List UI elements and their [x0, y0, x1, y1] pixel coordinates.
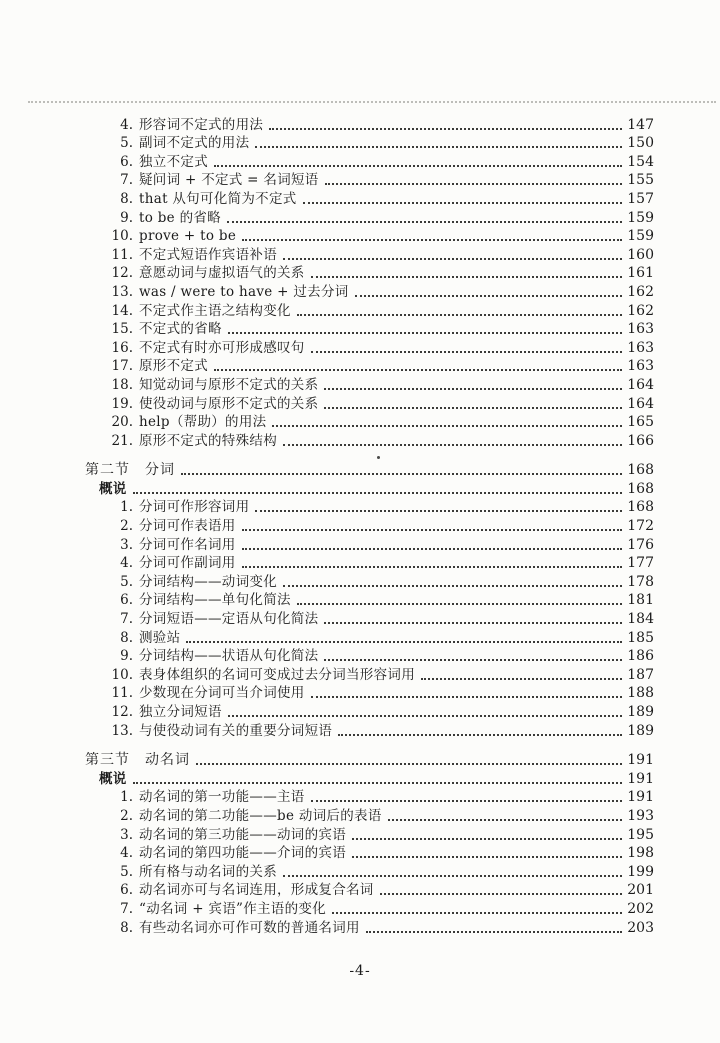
dot-leader: [311, 351, 622, 353]
toc-entry-number: 5.: [120, 863, 133, 880]
toc-entry-label: 分词结构——状语从句化简法: [139, 648, 319, 665]
toc-entry-label: 表身体组织的名词可变成过去分词当形容词用: [139, 666, 415, 683]
toc-entry-page: 177: [627, 555, 654, 572]
toc-entry-number: 2.: [120, 807, 133, 824]
toc-entry-label: 分词结构——单句化简法: [139, 592, 291, 609]
toc-entry-number: 10.: [111, 228, 133, 245]
toc-entry-number: 6.: [120, 592, 133, 609]
toc-entry-page: 159: [627, 209, 654, 226]
toc-entry-number: 11.: [111, 246, 133, 263]
toc-entry: [105, 114, 654, 133]
toc-entry: [105, 319, 654, 338]
dot-leader: [227, 221, 622, 223]
toc-entry: [105, 683, 654, 702]
page-number: -4-: [349, 963, 371, 979]
toc-entry-number: 7.: [120, 900, 133, 917]
dot-leader: [255, 146, 622, 148]
toc-entry-label: 独立不定式: [139, 153, 208, 170]
toc-entry: [105, 880, 654, 899]
dot-leader: [242, 529, 622, 531]
toc-entry-label: 独立分词短语: [139, 704, 222, 720]
section-gap: [0, 739, 654, 750]
toc-entry-number: 13.: [111, 722, 133, 739]
toc-entry-number: 7.: [120, 611, 133, 628]
toc-entry: [105, 608, 654, 627]
toc-entry-label: 动名词的第二功能——be 动词后的表语: [139, 807, 382, 824]
toc-entry-label: 第二节 分词: [85, 462, 175, 479]
toc-entry: [105, 207, 654, 226]
dot-leader: [380, 893, 622, 895]
toc-entry-page: 193: [627, 807, 654, 824]
toc-entry-page: 147: [627, 116, 654, 133]
toc-entry-page: 191: [627, 752, 654, 769]
toc-entry-number: 13.: [111, 283, 133, 300]
toc-entry: [105, 337, 654, 356]
toc-entry-label: 与使役动词有关的重要分词短语: [139, 722, 333, 739]
dot-leader: [228, 715, 622, 717]
toc-entry-page: 163: [627, 339, 654, 356]
dot-leader: [214, 165, 622, 167]
dot-leader: [338, 734, 622, 736]
toc-entry-page: 162: [627, 302, 654, 319]
toc-entry: [105, 627, 654, 646]
toc-entry-label: 形容词不定式的用法: [139, 116, 264, 133]
toc-entry-number: 6.: [120, 882, 133, 899]
toc-entry-label: 概说: [99, 770, 127, 787]
toc-entry-number: 6.: [120, 153, 133, 170]
toc-entry-label: 动名词的第四功能——介词的宾语: [139, 845, 346, 862]
toc-entry: [105, 917, 654, 936]
toc-entry: [105, 300, 654, 319]
toc-entry: [105, 188, 654, 207]
toc-entry: [105, 571, 654, 590]
toc-entry-number: 8.: [120, 919, 133, 936]
toc-entry-label: 不定式短语作宾语补语: [139, 246, 277, 263]
dot-leader: [311, 800, 622, 802]
toc-entry-page: 160: [627, 246, 654, 263]
toc-entry-label: 知觉动词与原形不定式的关系: [139, 376, 319, 393]
toc-entry: [105, 374, 654, 393]
toc-entry-label: that 从句可化简为不定式: [139, 190, 297, 207]
toc-overview-entry: [99, 478, 654, 497]
dot-leader: [303, 202, 622, 204]
toc-entry-page: 203: [627, 919, 654, 936]
toc-entry-number: 4.: [120, 116, 133, 133]
toc-entry: [105, 515, 654, 534]
toc-entry-label: 不定式的省略: [139, 321, 222, 338]
dot-leader: [242, 566, 622, 568]
toc-entry-label: 不定式作主语之结构变化: [139, 302, 291, 319]
toc-entry-page: 191: [627, 789, 654, 806]
toc-entry-number: 7.: [120, 172, 133, 189]
page-top-dotted-rule: [28, 101, 716, 103]
toc-entry-label: 分词可作表语用: [139, 518, 236, 535]
toc-entry-number: 19.: [111, 395, 133, 412]
dot-leader: [242, 239, 622, 241]
toc-entry: [105, 553, 654, 572]
toc-entry-label: to be 的省略: [139, 209, 221, 226]
toc-entry-label: 分词结构——动词变化: [139, 573, 277, 590]
toc-entry-number: 2.: [120, 518, 133, 535]
toc-entry-number: 17.: [111, 358, 133, 375]
toc-entry-page: 189: [627, 722, 654, 739]
toc-entry-label: “动名词 + 宾语”作主语的变化: [139, 900, 326, 917]
toc-section-heading: [85, 750, 654, 769]
dot-leader: [352, 856, 622, 858]
toc-entry-label: prove + to be: [139, 228, 237, 245]
toc-entry: [105, 590, 654, 609]
dot-leader: [272, 425, 622, 427]
toc-entry-page: 199: [627, 863, 654, 880]
toc-entry-page: 166: [627, 432, 654, 449]
dot-leader: [325, 183, 622, 185]
toc-entry-page: 159: [627, 228, 654, 245]
toc-entry-page: 157: [627, 190, 654, 207]
toc-entry-number: 4.: [120, 845, 133, 862]
toc-entry-number: 5.: [120, 573, 133, 590]
toc-entry-label: help（帮助）的用法: [139, 414, 267, 431]
toc-entry-label: 有些动名词亦可作可数的普通名词用: [139, 919, 360, 936]
toc-entry: [105, 664, 654, 683]
toc-entry-page: 189: [627, 704, 654, 720]
toc-entry-page: 201: [627, 882, 654, 899]
toc-entry-page: 163: [627, 358, 654, 375]
toc-entry-label: was / were to have + 过去分词: [139, 283, 349, 300]
dot-leader: [269, 128, 622, 130]
toc-entry-page: 150: [627, 135, 654, 152]
toc-entry-label: 分词短语——定语从句化简法: [139, 611, 319, 628]
toc-entry-label: 不定式有时亦可形成感叹句: [139, 339, 305, 356]
toc-entry-page: 198: [627, 845, 654, 862]
toc-section-heading: [85, 460, 654, 479]
toc-entry: [105, 720, 654, 739]
toc-entry: [105, 861, 654, 880]
toc-entry-page: 162: [627, 283, 654, 300]
toc-entry-page: 161: [627, 265, 654, 282]
dot-leader: [196, 763, 622, 765]
toc-entry: [105, 497, 654, 516]
dot-leader: [366, 931, 622, 933]
toc-entry-page: 186: [627, 648, 654, 665]
toc-entry-label: 概说: [99, 480, 127, 497]
dot-leader: [324, 388, 622, 390]
scan-artifact-dot: [377, 456, 380, 459]
toc-entry-label: 分词可作形容词用: [139, 499, 250, 516]
toc-entry-number: 3.: [120, 826, 133, 843]
toc-entry-page: 163: [627, 321, 654, 338]
dot-leader: [133, 782, 622, 784]
toc-entry-label: 测验站: [139, 629, 181, 646]
toc-entry-number: 1.: [120, 499, 133, 516]
toc-entry-label: 所有格与动名词的关系: [139, 863, 277, 880]
dot-leader: [214, 369, 622, 371]
dot-leader: [255, 510, 622, 512]
toc-entry-number: 8.: [120, 629, 133, 646]
toc-entry: [105, 430, 654, 449]
dot-leader: [324, 622, 622, 624]
section-gap: [0, 449, 654, 460]
toc-entry-number: 11.: [111, 685, 133, 702]
dot-leader: [324, 659, 622, 661]
dot-leader: [324, 407, 622, 409]
toc-entry: [105, 534, 654, 553]
toc-entry-page: 164: [627, 395, 654, 412]
toc-entry-number: 8.: [120, 190, 133, 207]
toc-overview-entry: [99, 768, 654, 787]
toc-entry-number: 18.: [111, 376, 133, 393]
dot-leader: [421, 678, 622, 680]
toc-entry-page: 176: [627, 536, 654, 553]
dot-leader: [242, 548, 622, 550]
toc-entry-page: 164: [627, 376, 654, 393]
toc-entry: [105, 824, 654, 843]
dot-leader: [133, 492, 622, 494]
dot-leader: [283, 444, 622, 446]
toc-entry-label: 使役动词与原形不定式的关系: [139, 395, 319, 412]
dot-leader: [355, 295, 622, 297]
toc-entry-number: 20.: [111, 414, 133, 431]
dot-leader: [352, 838, 622, 840]
dot-leader: [283, 875, 622, 877]
toc-entry: [105, 151, 654, 170]
toc-entry-number: 9.: [120, 648, 133, 665]
toc-entry-page: 172: [627, 518, 654, 535]
toc-entry: [105, 393, 654, 412]
toc-entry-number: 14.: [111, 302, 133, 319]
toc-entry-number: 12.: [111, 704, 133, 720]
toc-entry-page: 202: [627, 900, 654, 917]
toc-entry: [105, 244, 654, 263]
toc-entry-number: 15.: [111, 321, 133, 338]
toc-entry: [105, 805, 654, 824]
toc-entry-page: 181: [627, 592, 654, 609]
toc-entry-page: 195: [627, 826, 654, 843]
toc-entry: [105, 898, 654, 917]
toc-entry-label: 分词可作名词用: [139, 536, 236, 553]
toc-entry-label: 分词可作副词用: [139, 555, 236, 572]
toc-entry: [105, 787, 654, 806]
toc-entry-number: 12.: [111, 265, 133, 282]
toc-entry: [105, 281, 654, 300]
toc-entry: [105, 843, 654, 862]
dot-leader: [283, 585, 622, 587]
toc-entry-label: 动名词的第三功能——动词的宾语: [139, 826, 346, 843]
toc-entry-number: 3.: [120, 536, 133, 553]
toc-entry-page: 168: [627, 499, 654, 516]
toc-entry: [105, 263, 654, 282]
toc-entry: [105, 701, 654, 720]
toc-entry-label: 动名词的第一功能——主语: [139, 789, 305, 806]
dot-leader: [297, 314, 622, 316]
dot-leader: [332, 912, 622, 914]
toc-entry-page: 178: [627, 573, 654, 590]
dot-leader: [228, 332, 622, 334]
toc-entry-number: 16.: [111, 339, 133, 356]
toc-entry-label: 少数现在分词可当介词使用: [139, 685, 305, 702]
toc-entry: [105, 356, 654, 375]
toc-entry: [105, 133, 654, 152]
toc-entry-label: 动名词亦可与名词连用，形成复合名词: [139, 882, 374, 899]
toc-entry: [105, 170, 654, 189]
toc-entry-label: 第三节 动名词: [85, 752, 190, 769]
toc-entry-label: 疑问词 + 不定式 = 名词短语: [139, 172, 319, 189]
toc-entry-page: 184: [627, 611, 654, 628]
toc-entry-page: 154: [627, 153, 654, 170]
toc-entry: [105, 412, 654, 431]
dot-leader: [181, 473, 622, 475]
dot-leader: [311, 276, 622, 278]
dot-leader: [311, 696, 622, 698]
toc-entry-number: 4.: [120, 555, 133, 572]
toc-entry-label: 副词不定式的用法: [139, 135, 250, 152]
toc-entry-page: 168: [627, 462, 654, 479]
toc-entry-label: 原形不定式: [139, 358, 208, 375]
dot-leader: [186, 641, 622, 643]
toc-entry-label: 原形不定式的特殊结构: [139, 432, 277, 449]
toc-entry-number: 21.: [111, 432, 133, 449]
toc-entry-label: 意愿动词与虚拟语气的关系: [139, 265, 305, 282]
toc-entry-page: 191: [627, 770, 654, 787]
toc-entry: [105, 226, 654, 245]
toc-entry-number: 5.: [120, 135, 133, 152]
table-of-contents: [0, 114, 654, 936]
dot-leader: [297, 603, 622, 605]
toc-entry-number: 9.: [120, 209, 133, 226]
toc-entry-number: 10.: [111, 666, 133, 683]
toc-entry: [105, 646, 654, 665]
toc-entry-number: 1.: [120, 789, 133, 806]
toc-entry-page: 185: [627, 629, 654, 646]
dot-leader: [283, 258, 622, 260]
toc-entry-page: 187: [627, 666, 654, 683]
toc-entry-page: 155: [627, 172, 654, 189]
toc-entry-page: 168: [627, 480, 654, 497]
dot-leader: [388, 819, 622, 821]
toc-entry-page: 165: [627, 414, 654, 431]
toc-entry-page: 188: [627, 685, 654, 702]
